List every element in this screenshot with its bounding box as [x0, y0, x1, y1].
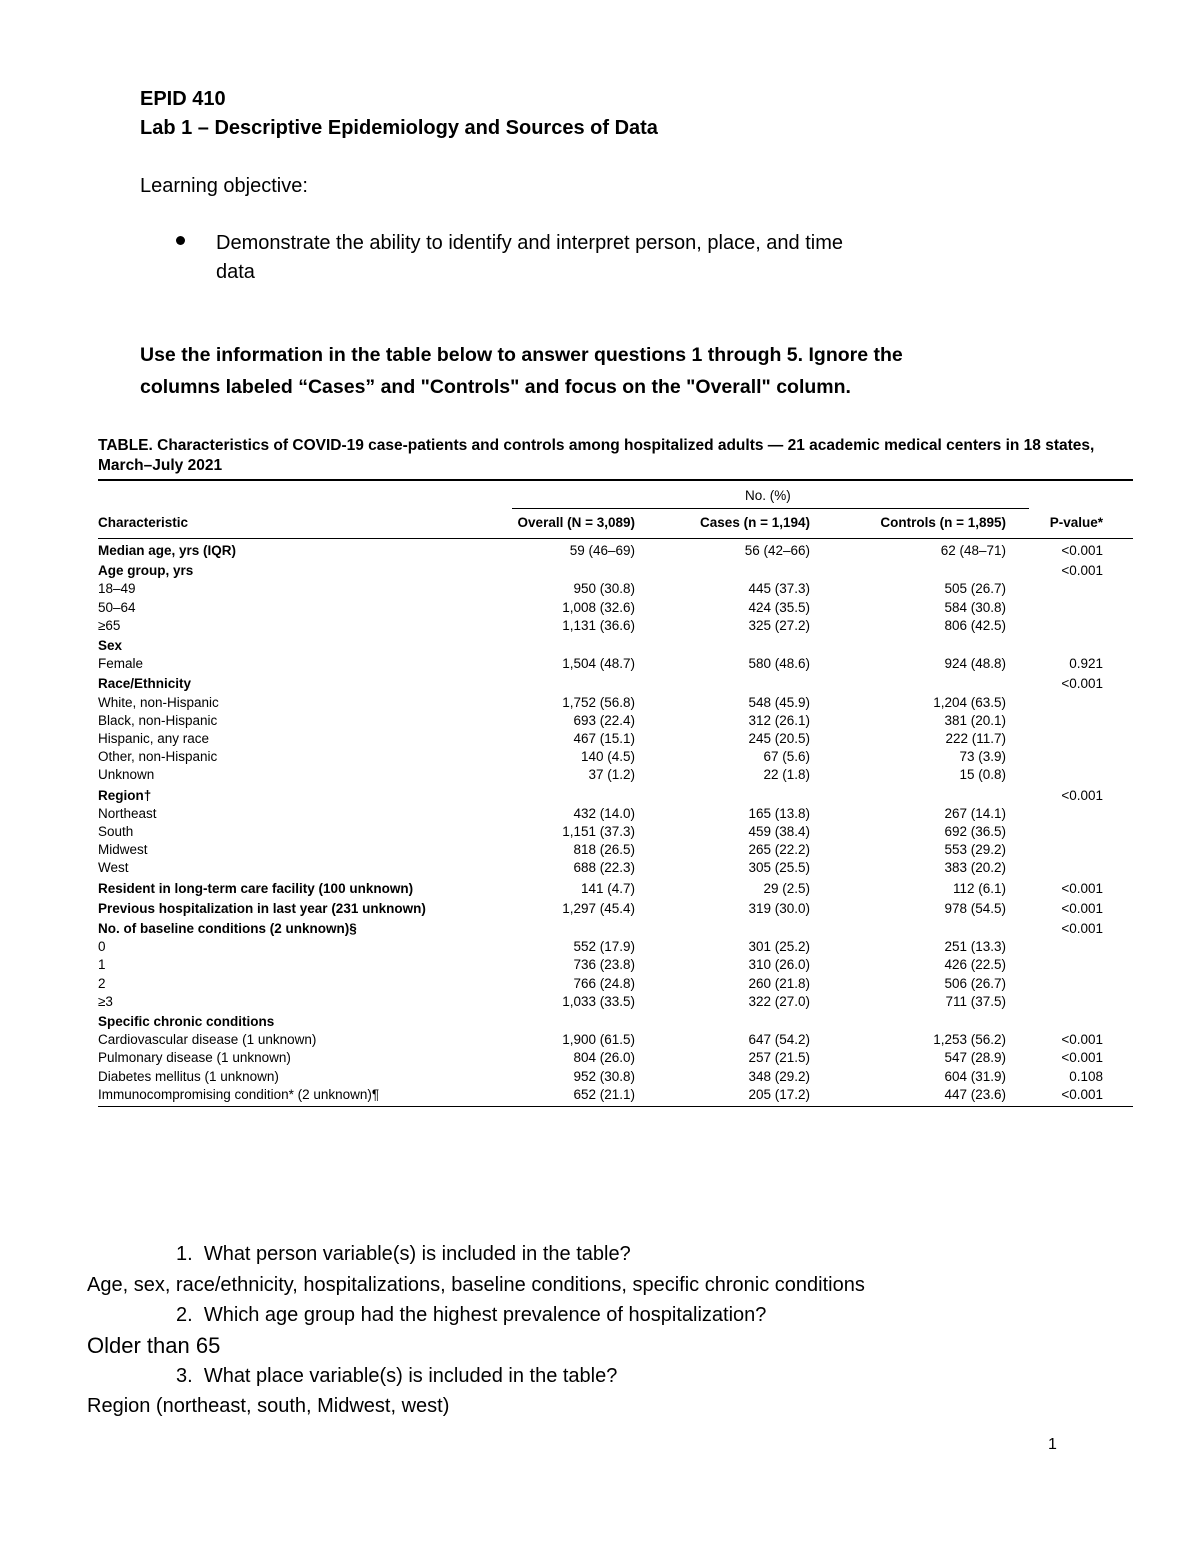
- cell-controls: 251 (13.3): [944, 939, 1006, 955]
- bullet-icon: [176, 236, 185, 245]
- table-row: [98, 1031, 1133, 1049]
- cell-overall: 693 (22.4): [573, 712, 635, 728]
- cell-controls: 447 (23.6): [944, 1086, 1006, 1102]
- cell-characteristic: Female: [98, 656, 144, 672]
- cell-cases: 245 (20.5): [748, 731, 810, 746]
- cell-characteristic: Unknown: [98, 767, 155, 783]
- cell-pvalue: <0.001: [1061, 1086, 1103, 1102]
- group-header-rule: [512, 508, 1029, 509]
- table-row: [98, 823, 1133, 841]
- table-row: [98, 617, 1133, 635]
- cell-characteristic: Hispanic, any race: [98, 731, 210, 746]
- question-text: Which age group had the highest prevalence of hospitalization?: [203, 1304, 767, 1326]
- cell-characteristic: Region†: [98, 787, 152, 803]
- cell-characteristic: No. of baseline conditions (2 unknown)§: [98, 921, 357, 936]
- question-text: What person variable(s) is included in the table?: [203, 1243, 631, 1265]
- cell-characteristic: West: [98, 860, 129, 876]
- table-row: [98, 805, 1133, 823]
- cell-controls: 1,253 (56.2): [933, 1032, 1006, 1048]
- question-text: What place variable(s) is included in the table?: [203, 1365, 618, 1387]
- cell-cases: 205 (17.2): [748, 1086, 810, 1102]
- table-row: [98, 841, 1133, 859]
- cell-controls: 806 (42.5): [944, 617, 1006, 633]
- cell-characteristic: Northeast: [98, 805, 157, 821]
- table-row: [98, 938, 1133, 956]
- table-top-rule: [98, 479, 1133, 481]
- table-row: [98, 1086, 1133, 1104]
- col-header-characteristic: Characteristic: [98, 515, 189, 530]
- table-row: [98, 1049, 1133, 1067]
- cell-overall: 141 (4.7): [580, 880, 635, 896]
- table-row: [98, 562, 1133, 580]
- cell-overall: 688 (22.3): [573, 860, 635, 876]
- table-row: [98, 1013, 1133, 1031]
- col-header-cases: Cases (n = 1,194): [700, 515, 810, 530]
- cell-overall: 37 (1.2): [588, 767, 635, 783]
- cell-controls: 978 (54.5): [944, 900, 1006, 916]
- table-row: [98, 730, 1133, 748]
- cell-pvalue: 0.108: [1069, 1068, 1103, 1084]
- cell-overall: 950 (30.8): [573, 581, 635, 597]
- table-row: [98, 748, 1133, 766]
- cell-characteristic: ≥3: [98, 993, 113, 1009]
- cell-characteristic: Pulmonary disease (1 unknown): [98, 1050, 291, 1066]
- table-row: [98, 787, 1133, 805]
- cell-cases: 548 (45.9): [748, 694, 810, 710]
- table-row: [98, 900, 1133, 918]
- cell-pvalue: <0.001: [1061, 880, 1103, 896]
- cell-controls: 15 (0.8): [959, 767, 1006, 783]
- cell-cases: 325 (27.2): [748, 617, 810, 633]
- cell-controls: 924 (48.8): [944, 656, 1006, 672]
- question-1: [176, 1243, 631, 1266]
- cell-cases: 647 (54.2): [748, 1032, 810, 1048]
- cell-characteristic: 50–64: [98, 599, 136, 615]
- cell-characteristic: ≥65: [98, 617, 121, 633]
- question-number: 1.: [176, 1243, 193, 1265]
- cell-controls: 1,204 (63.5): [933, 694, 1006, 710]
- cell-overall: 1,131 (36.6): [562, 617, 635, 633]
- objective-bullet-line1: Demonstrate the ability to identify and interpret person, place, and time: [216, 232, 844, 254]
- table-row: [98, 637, 1133, 655]
- cell-cases: 445 (37.3): [748, 581, 810, 597]
- table-row: [98, 542, 1133, 560]
- cell-characteristic: South: [98, 824, 134, 839]
- cell-controls: 692 (36.5): [944, 824, 1006, 839]
- cell-characteristic: Specific chronic conditions: [98, 1014, 275, 1029]
- question-number: 2.: [176, 1304, 193, 1326]
- cell-characteristic: White, non-Hispanic: [98, 694, 219, 710]
- instructions-line1: Use the information in the table below to answer questions 1 through 5. Ignore the: [140, 344, 903, 366]
- cell-overall: 467 (15.1): [573, 731, 635, 746]
- cell-pvalue: <0.001: [1061, 543, 1103, 558]
- table-row: [98, 920, 1133, 938]
- cell-pvalue: <0.001: [1061, 900, 1103, 916]
- table-row: [98, 956, 1133, 974]
- lab-title: Lab 1 – Descriptive Epidemiology and Sources of Data: [140, 117, 658, 139]
- table-row: [98, 859, 1133, 877]
- cell-cases: 312 (26.1): [748, 712, 810, 728]
- header-bottom-rule: [98, 538, 1133, 539]
- cell-overall: 818 (26.5): [573, 842, 635, 858]
- cell-controls: 112 (6.1): [952, 880, 1006, 896]
- col-header-pvalue: P-value*: [1049, 515, 1103, 530]
- cell-pvalue: <0.001: [1061, 1050, 1103, 1066]
- cell-controls: 267 (14.1): [944, 805, 1006, 821]
- cell-characteristic: Resident in long-term care facility (100 unknown): [98, 880, 414, 896]
- cell-controls: 711 (37.5): [945, 993, 1006, 1009]
- cell-cases: 260 (21.8): [748, 975, 810, 991]
- cell-characteristic: 1: [98, 957, 106, 973]
- cell-overall: 652 (21.1): [573, 1086, 635, 1102]
- cell-overall: 552 (17.9): [573, 939, 635, 955]
- cell-characteristic: Cardiovascular disease (1 unknown): [98, 1032, 317, 1048]
- course-code: EPID 410: [140, 88, 226, 110]
- cell-controls: 505 (26.7): [944, 581, 1006, 597]
- answer-2: Older than 65: [87, 1333, 221, 1358]
- table-row: [98, 993, 1133, 1011]
- objective-bullet-line2: data: [216, 261, 255, 283]
- table-row: [98, 599, 1133, 617]
- cell-characteristic: Race/Ethnicity: [98, 676, 192, 692]
- objective-label: Learning objective:: [140, 175, 308, 197]
- table-title: TABLE. Characteristics of COVID-19 case-patients and controls among hospitalized adults — 21 academic medical centers in 18 states, March–July 2021: [98, 437, 1095, 474]
- cell-characteristic: Median age, yrs (IQR): [98, 543, 237, 558]
- answer-3: Region (northeast, south, Midwest, west): [87, 1395, 450, 1417]
- cell-cases: 305 (25.5): [748, 860, 810, 876]
- cell-cases: 22 (1.8): [763, 767, 810, 783]
- cell-controls: 62 (48–71): [940, 543, 1006, 558]
- cell-controls: 506 (26.7): [944, 975, 1006, 991]
- cell-cases: 301 (25.2): [748, 939, 810, 955]
- cell-cases: 322 (27.0): [748, 993, 810, 1009]
- question-3: [176, 1365, 617, 1388]
- cell-controls: 73 (3.9): [959, 749, 1006, 765]
- cell-controls: 584 (30.8): [944, 599, 1006, 615]
- cell-controls: 383 (20.2): [944, 860, 1006, 876]
- cell-characteristic: Age group, yrs: [98, 563, 194, 579]
- cell-cases: 67 (5.6): [763, 749, 810, 765]
- cell-cases: 459 (38.4): [748, 824, 810, 839]
- cell-cases: 319 (30.0): [748, 900, 810, 916]
- cell-overall: 1,151 (37.3): [562, 824, 635, 839]
- cell-overall: 804 (26.0): [573, 1050, 635, 1066]
- cell-characteristic: Sex: [98, 638, 123, 653]
- instructions-line2: columns labeled “Cases” and "Controls" and focus on the "Overall" column.: [140, 376, 851, 398]
- col-header-controls: Controls (n = 1,895): [880, 515, 1006, 530]
- cell-characteristic: Previous hospitalization in last year (231 unknown): [98, 900, 426, 916]
- cell-controls: 547 (28.9): [944, 1050, 1006, 1066]
- cell-controls: 222 (11.7): [945, 731, 1006, 746]
- cell-overall: 736 (23.8): [573, 957, 635, 973]
- cell-overall: 1,900 (61.5): [562, 1032, 635, 1048]
- cell-pvalue: <0.001: [1061, 563, 1103, 579]
- cell-overall: 59 (46–69): [569, 543, 635, 558]
- page-number: 1: [1048, 1436, 1057, 1453]
- cell-characteristic: 18–49: [98, 581, 136, 597]
- cell-cases: 310 (26.0): [748, 957, 810, 973]
- question-2: [176, 1304, 766, 1327]
- question-number: 3.: [176, 1365, 193, 1387]
- cell-cases: 580 (48.6): [748, 656, 810, 672]
- cell-overall: 952 (30.8): [573, 1068, 635, 1084]
- cell-characteristic: 2: [98, 975, 106, 991]
- cell-controls: 381 (20.1): [944, 712, 1006, 728]
- cell-overall: 1,008 (32.6): [562, 599, 635, 615]
- col-header-overall: Overall (N = 3,089): [517, 515, 635, 530]
- cell-characteristic: Other, non-Hispanic: [98, 749, 218, 765]
- cell-characteristic: 0: [98, 939, 106, 955]
- group-header: No. (%): [745, 488, 791, 503]
- answer-1: Age, sex, race/ethnicity, hospitalizations, baseline conditions, specific chronic conditions: [87, 1274, 865, 1296]
- cell-characteristic: Diabetes mellitus (1 unknown): [98, 1068, 279, 1084]
- cell-pvalue: <0.001: [1061, 787, 1103, 803]
- cell-controls: 553 (29.2): [944, 842, 1006, 858]
- cell-overall: 140 (4.5): [580, 749, 635, 765]
- cell-overall: 1,504 (48.7): [562, 656, 635, 672]
- cell-characteristic: Immunocompromising condition* (2 unknown)¶: [98, 1086, 380, 1102]
- cell-cases: 348 (29.2): [748, 1068, 810, 1084]
- table-row: [98, 975, 1133, 993]
- table-row: [98, 655, 1133, 673]
- cell-controls: 604 (31.9): [944, 1068, 1006, 1084]
- cell-pvalue: <0.001: [1061, 1032, 1103, 1048]
- table-bottom-rule: [98, 1106, 1133, 1107]
- cell-pvalue: <0.001: [1061, 676, 1103, 692]
- cell-cases: 257 (21.5): [748, 1050, 810, 1066]
- cell-characteristic: Black, non-Hispanic: [98, 712, 218, 728]
- cell-overall: 1,752 (56.8): [562, 694, 635, 710]
- cell-cases: 56 (42–66): [744, 543, 810, 558]
- cell-overall: 1,033 (33.5): [562, 993, 635, 1009]
- cell-characteristic: Midwest: [98, 842, 148, 858]
- cell-pvalue: 0.921: [1069, 656, 1103, 672]
- cell-controls: 426 (22.5): [944, 957, 1006, 973]
- cell-cases: 29 (2.5): [763, 880, 810, 896]
- table-row: [98, 675, 1133, 693]
- cell-overall: 766 (24.8): [573, 975, 635, 991]
- cell-cases: 165 (13.8): [748, 805, 810, 821]
- cell-pvalue: <0.001: [1061, 921, 1103, 936]
- cell-overall: 432 (14.0): [573, 805, 635, 821]
- table-row: [98, 880, 1133, 898]
- table-row: [98, 1068, 1133, 1086]
- table-row: [98, 694, 1133, 712]
- cell-cases: 424 (35.5): [748, 599, 810, 615]
- table-row: [98, 580, 1133, 598]
- cell-overall: 1,297 (45.4): [562, 900, 635, 916]
- table-row: [98, 712, 1133, 730]
- table-row: [98, 766, 1133, 784]
- cell-cases: 265 (22.2): [748, 842, 810, 858]
